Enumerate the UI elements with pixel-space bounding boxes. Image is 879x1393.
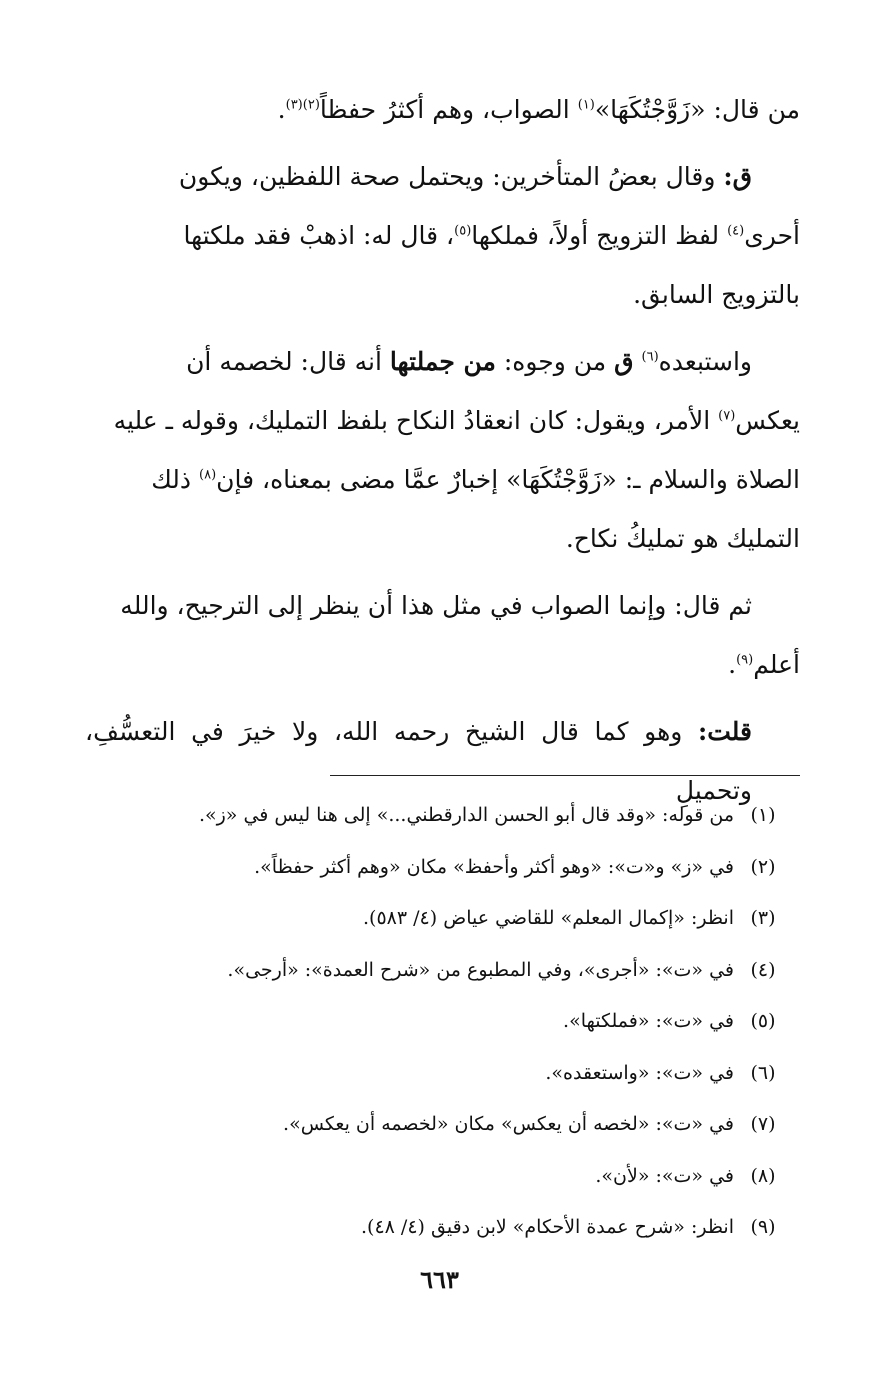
footnote-number: (٨) — [750, 1164, 776, 1187]
footnote-text: في «ت»: «لخصه أن يعكس» مكان «لخصمه أن يعكس». — [283, 1113, 734, 1135]
text-run: يعكس — [735, 406, 800, 435]
paragraph — [85, 80, 800, 139]
bold-text: ق: — [723, 162, 752, 191]
footnote — [85, 1151, 800, 1203]
footnote-number: (٩) — [750, 1216, 776, 1238]
footnote-number: (٥) — [750, 1010, 776, 1032]
text-run: وقال بعضُ المتأخرين: ويحتمل صحة اللفظين، ويكون — [178, 162, 724, 191]
footnote-text: من قوله: «وقد قال أبو الحسن الدارقطني...» إلى هنا ليس في «ز». — [198, 804, 734, 826]
footnote-marker: (٩) — [736, 652, 754, 668]
text-run: وهو كما قال الشيخ رحمه الله، ولا خيرَ في التعسُّفِ، وتحميلِ — [85, 717, 752, 805]
text-run: من قال: «زَوَّجْتُكَهَا» — [594, 95, 800, 124]
footnote — [85, 790, 800, 842]
text-line — [85, 391, 800, 450]
text-run: . — [277, 95, 286, 124]
text-run: لفظ التزويج أولاً، فملكها — [471, 221, 728, 250]
footnote — [85, 842, 800, 894]
footnote-number: (٣) — [750, 907, 776, 929]
footnote-number: (٤) — [750, 958, 776, 981]
text-run: . — [728, 650, 737, 679]
footnote — [85, 1048, 800, 1100]
main-text — [85, 80, 800, 828]
footnote-number: (١) — [750, 804, 776, 826]
text-line — [85, 509, 800, 568]
text-run: الصلاة والسلام ـ: «زَوَّجْتُكَهَا» إخبارٌ عمَّا مضى بمعناه، فإن — [216, 465, 800, 494]
footnote-number: (٦) — [750, 1061, 776, 1084]
text-run: بالتزويج السابق. — [633, 280, 800, 309]
text-line — [85, 576, 800, 635]
text-run: واستبعده — [658, 347, 752, 376]
text-run: ذلك — [151, 465, 199, 494]
page-number: ٦٦٣ — [420, 1265, 459, 1294]
footnote-marker: (١) — [577, 97, 595, 113]
footnote-number: (٢) — [750, 855, 776, 878]
footnote-marker: (٧) — [718, 408, 736, 424]
footnote-marker: (٦) — [641, 349, 659, 365]
footnotes — [85, 790, 800, 1254]
bold-text: قلت: — [697, 717, 752, 746]
footnote — [85, 1099, 800, 1151]
footnote-text: في «ز» و«ت»: «وهو أكثر وأحفظ» مكان «وهم أكثر حفظاً». — [254, 855, 734, 878]
bold-text: ق — [614, 347, 634, 376]
footnote-text: في «ت»: «أجرى»، وفي المطبوع من «شرح العمدة»: «أرجى». — [227, 958, 734, 981]
footnote — [85, 1202, 800, 1254]
footnote — [85, 893, 800, 945]
footnote-number: (٧) — [750, 1113, 776, 1135]
paragraph — [85, 576, 800, 694]
footnote — [85, 945, 800, 997]
footnote-text: في «ت»: «واستعقده». — [545, 1061, 734, 1084]
footnote-text: انظر: «إكمال المعلم» للقاضي عياض (٤/ ٥٨٣). — [363, 907, 734, 929]
footnote-marker: (٢)(٣) — [285, 97, 320, 113]
footnote-marker: (٤) — [727, 223, 745, 239]
footnote-marker: (٥) — [454, 223, 472, 239]
text-line — [85, 635, 800, 694]
text-line — [85, 206, 800, 265]
text-run: أحرى — [744, 221, 800, 250]
paragraph — [85, 332, 800, 568]
text-line — [85, 265, 800, 324]
paragraph — [85, 147, 800, 324]
footnote — [85, 996, 800, 1048]
text-run: من وجوه: — [495, 347, 615, 376]
footnote-text: انظر: «شرح عمدة الأحكام» لابن دقيق (٤/ ٤٨). — [360, 1216, 734, 1238]
text-line — [85, 450, 800, 509]
footnote-separator — [330, 775, 800, 776]
bold-text: من جملتها — [389, 347, 496, 376]
text-run: ، قال له: اذهبْ فقد ملكتها — [183, 221, 455, 250]
text-line — [85, 332, 800, 391]
text-run: الصواب، وهم أكثرُ حفظاً — [319, 95, 578, 124]
text-line — [85, 80, 800, 139]
text-run: التمليك هو تمليكُ نكاح. — [565, 524, 800, 553]
text-run — [634, 347, 642, 376]
footnote-text: في «ت»: «فملكتها». — [563, 1010, 734, 1032]
footnote-marker: (٨) — [199, 467, 217, 483]
text-run: أعلم — [753, 650, 800, 679]
text-line — [85, 147, 800, 206]
footnote-text: في «ت»: «لأن». — [595, 1164, 734, 1187]
text-run: الأمر، ويقول: كان انعقادُ النكاح بلفظ التمليك، وقوله ـ عليه — [113, 406, 719, 435]
text-run: ثم قال: وإنما الصواب في مثل هذا أن ينظر إلى الترجيح، والله — [120, 591, 752, 620]
text-run: أنه قال: لخصمه أن — [186, 347, 390, 376]
